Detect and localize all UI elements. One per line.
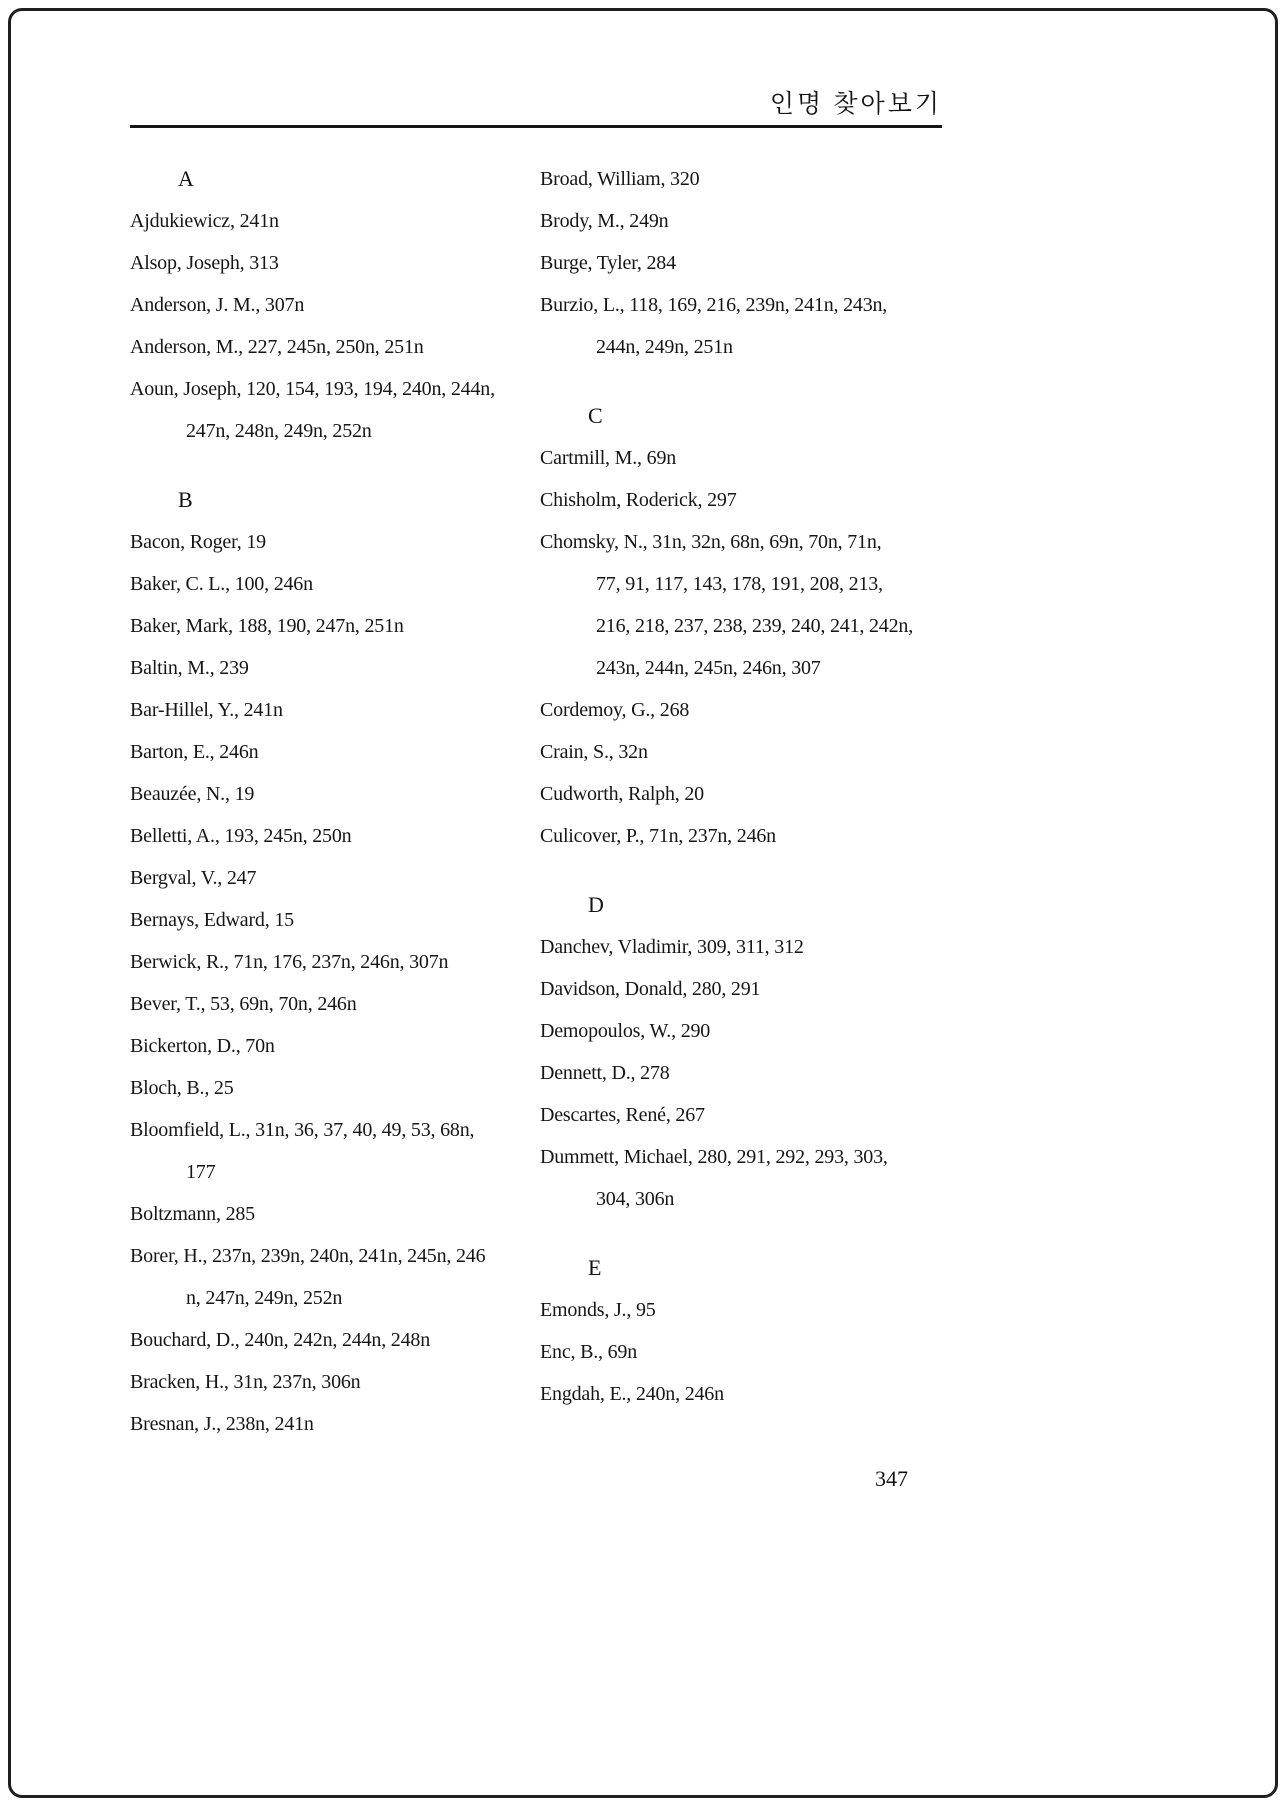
- index-entry-line: Bar-Hillel, Y., 241n: [130, 699, 283, 721]
- index-entry-line: Belletti, A., 193, 245n, 250n: [130, 825, 352, 847]
- section-heading-C: C: [588, 403, 603, 428]
- index-entry-continuation-line: 216, 218, 237, 238, 239, 240, 241, 242n,: [596, 615, 914, 637]
- index-entry-line: Dummett, Michael, 280, 291, 292, 293, 303,: [540, 1146, 888, 1168]
- index-entry-line: Barton, E., 246n: [130, 741, 259, 763]
- index-entry-line: Cartmill, M., 69n: [540, 447, 677, 469]
- index-entry-continuation-line: 177: [186, 1161, 216, 1183]
- index-entry-line: Ajdukiewicz, 241n: [130, 210, 279, 232]
- index-entry-line: Burzio, L., 118, 169, 216, 239n, 241n, 243n,: [540, 294, 888, 316]
- index-entry-line: Emonds, J., 95: [540, 1299, 656, 1321]
- index-entry-line: Bracken, H., 31n, 237n, 306n: [130, 1371, 361, 1393]
- header-title: 인명 찾아보기: [769, 91, 942, 118]
- header-rule: [130, 125, 942, 128]
- index-entry-line: Bernays, Edward, 15: [130, 909, 294, 931]
- index-entry-line: Descartes, René, 267: [540, 1104, 705, 1126]
- index-entry-continuation-line: 243n, 244n, 245n, 246n, 307: [596, 657, 821, 679]
- index-entry-line: Broad, William, 320: [540, 168, 700, 190]
- index-entry-line: Engdah, E., 240n, 246n: [540, 1383, 724, 1405]
- index-entry-line: Anderson, M., 227, 245n, 250n, 251n: [130, 336, 424, 358]
- index-entry-continuation-line: n, 247n, 249n, 252n: [186, 1287, 343, 1309]
- index-entry-line: Brody, M., 249n: [540, 210, 669, 232]
- index-entry-line: Davidson, Donald, 280, 291: [540, 978, 761, 1000]
- index-entry-line: Dennett, D., 278: [540, 1062, 670, 1084]
- page-number: 347: [875, 1466, 908, 1491]
- index-entry-line: Chomsky, N., 31n, 32n, 68n, 69n, 70n, 71n,: [540, 531, 882, 553]
- index-entry-continuation-line: 247n, 248n, 249n, 252n: [186, 420, 372, 442]
- index-entry-line: Bacon, Roger, 19: [130, 531, 266, 553]
- index-entry-line: Alsop, Joseph, 313: [130, 252, 279, 274]
- index-entry-continuation-line: 77, 91, 117, 143, 178, 191, 208, 213,: [596, 573, 883, 595]
- index-entry-line: Danchev, Vladimir, 309, 311, 312: [540, 936, 804, 958]
- index-entry-line: Berwick, R., 71n, 176, 237n, 246n, 307n: [130, 951, 449, 973]
- index-entry-line: Demopoulos, W., 290: [540, 1020, 711, 1042]
- index-entry-line: Baker, Mark, 188, 190, 247n, 251n: [130, 615, 404, 637]
- section-heading-E: E: [588, 1255, 602, 1280]
- index-columns: [130, 158, 942, 1445]
- index-entry-line: Bickerton, D., 70n: [130, 1035, 275, 1057]
- index-entry-line: Aoun, Joseph, 120, 154, 193, 194, 240n, 244n,: [130, 378, 495, 400]
- index-entry-line: Bloch, B., 25: [130, 1077, 234, 1099]
- index-entry-line: Anderson, J. M., 307n: [130, 294, 305, 316]
- index-entry-line: Chisholm, Roderick, 297: [540, 489, 737, 511]
- index-entry-line: Crain, S., 32n: [540, 741, 648, 763]
- section-heading-B: B: [178, 487, 193, 512]
- index-entry-line: Burge, Tyler, 284: [540, 252, 676, 274]
- index-entry-line: Bever, T., 53, 69n, 70n, 246n: [130, 993, 357, 1015]
- section-heading-A: A: [178, 166, 194, 191]
- index-column-right: [540, 158, 942, 1445]
- index-entry-line: Boltzmann, 285: [130, 1203, 255, 1225]
- index-column-left: [130, 158, 532, 1445]
- index-entry-line: Baker, C. L., 100, 246n: [130, 573, 313, 595]
- section-heading-D: D: [588, 892, 604, 917]
- index-entry-continuation-line: 244n, 249n, 251n: [596, 336, 733, 358]
- index-entry-line: Bresnan, J., 238n, 241n: [130, 1413, 314, 1435]
- index-entry-line: Beauzée, N., 19: [130, 783, 255, 805]
- index-entry-line: Baltin, M., 239: [130, 657, 249, 679]
- index-entry-line: Culicover, P., 71n, 237n, 246n: [540, 825, 776, 847]
- index-entry-line: Cordemoy, G., 268: [540, 699, 690, 721]
- index-entry-line: Bergval, V., 247: [130, 867, 257, 889]
- index-entry-line: Enc, B., 69n: [540, 1341, 638, 1363]
- index-entry-continuation-line: 304, 306n: [596, 1188, 675, 1210]
- index-entry-line: Bloomfield, L., 31n, 36, 37, 40, 49, 53, 68n,: [130, 1119, 475, 1141]
- index-entry-line: Borer, H., 237n, 239n, 240n, 241n, 245n, 246: [130, 1245, 486, 1267]
- index-entry-line: Bouchard, D., 240n, 242n, 244n, 248n: [130, 1329, 430, 1351]
- index-entry-line: Cudworth, Ralph, 20: [540, 783, 704, 805]
